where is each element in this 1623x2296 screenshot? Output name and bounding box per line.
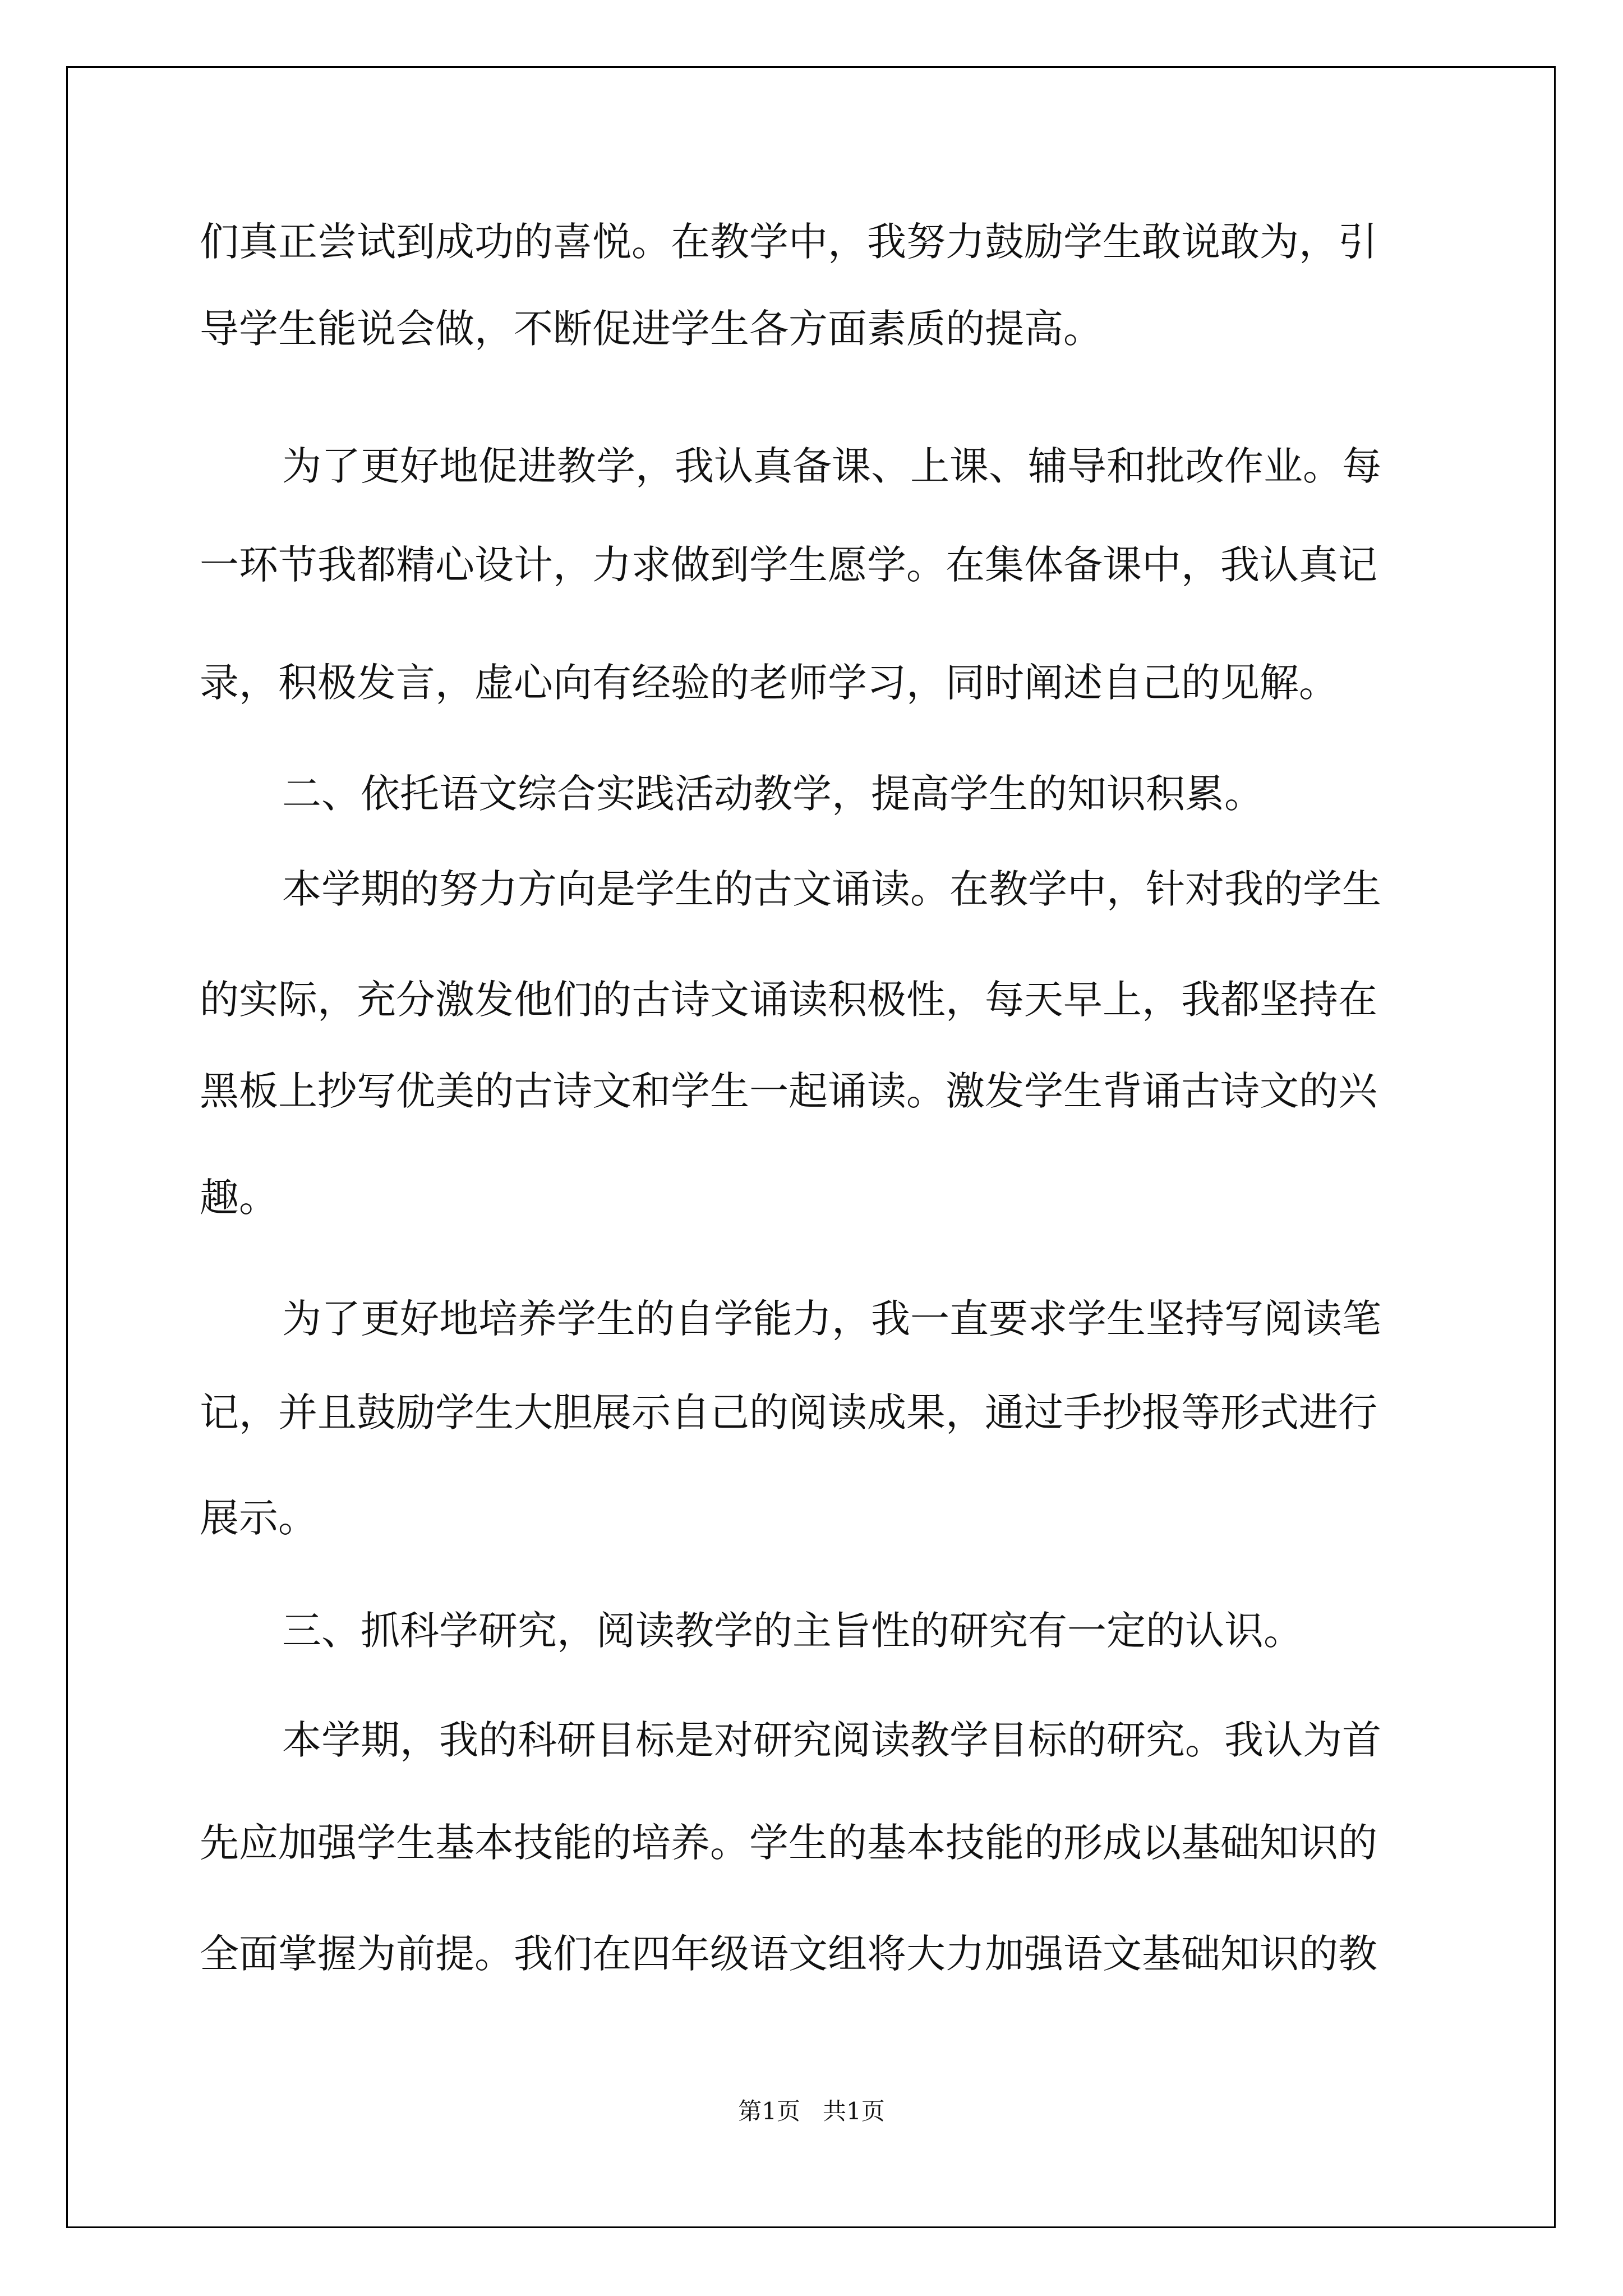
text-line: 黑板上抄写优美的古诗文和学生一起诵读。激发学生背诵古诗文的兴 [200,1068,1377,1114]
text-line: 一环节我都精心设计，力求做到学生愿学。在集体备课中，我认真记 [200,542,1377,588]
section-heading: 三、抓科学研究，阅读教学的主旨性的研究有一定的认识。 [282,1608,1303,1654]
section-heading: 二、依托语文综合实践活动教学，提高学生的知识积累。 [282,771,1264,817]
page-footer: 第1页 共1页 [738,2097,885,2125]
text-line: 记，并且鼓励学生大胆展示自己的阅读成果，通过手抄报等形式进行 [200,1389,1377,1435]
text-line: 们真正尝试到成功的喜悦。在教学中，我努力鼓励学生敢说敢为，引 [200,219,1377,265]
text-line: 先应加强学生基本技能的培养。学生的基本技能的形成以基础知识的 [200,1820,1377,1866]
text-line: 本学期，我的科研目标是对研究阅读教学目标的研究。我认为首 [282,1717,1381,1763]
text-line: 趣。 [200,1175,278,1221]
text-line: 全面掌握为前提。我们在四年级语文组将大力加强语文基础知识的教 [200,1931,1377,1977]
text-line: 导学生能说会做，不断促进学生各方面素质的提高。 [200,306,1103,352]
text-line: 本学期的努力方向是学生的古文诵读。在教学中，针对我的学生 [282,866,1381,912]
text-line: 为了更好地培养学生的自学能力，我一直要求学生坚持写阅读笔 [282,1296,1381,1342]
text-line: 的实际，充分激发他们的古诗文诵读积极性，每天早上，我都坚持在 [200,977,1377,1023]
text-line: 展示。 [200,1495,317,1541]
page-border [66,66,1556,2228]
text-line: 录，积极发言，虚心向有经验的老师学习，同时阐述自己的见解。 [200,660,1338,706]
text-line: 为了更好地促进教学，我认真备课、上课、辅导和批改作业。每 [282,443,1381,489]
